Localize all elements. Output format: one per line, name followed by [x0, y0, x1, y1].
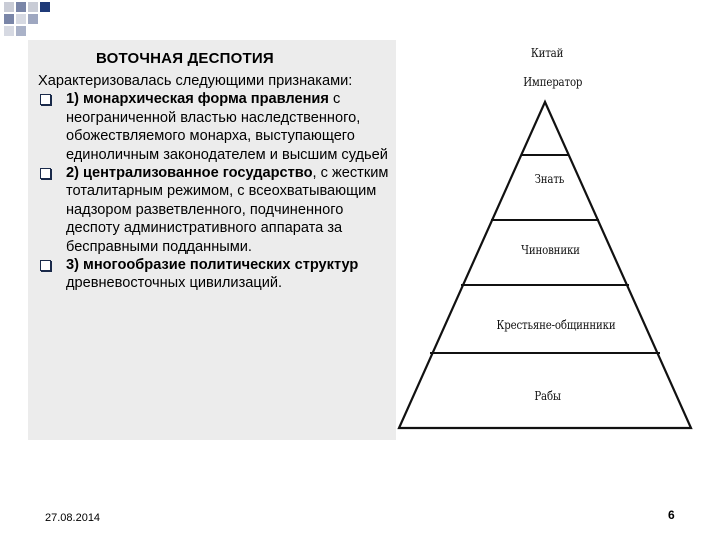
social-pyramid: [395, 40, 695, 435]
list-item: [38, 256, 390, 293]
item-bold: 1) монархическая форма правления: [66, 91, 329, 108]
list-item: [38, 90, 390, 164]
item-text: с неограниченной властью наследственного, обожествляемого монарха, выступающего единоличным законодателем и высшим судьей: [66, 91, 388, 163]
pyramid-tier-label: Знать: [534, 172, 565, 186]
decorative-squares: [0, 0, 80, 40]
square-bullet-icon: [40, 260, 51, 271]
square-bullet-icon: [40, 168, 51, 179]
page-number: 6: [668, 508, 675, 522]
item-text: древневосточных цивилизаций.: [66, 275, 283, 292]
pyramid-top-label-country: Китай: [530, 46, 564, 60]
pyramid-top-label-emperor: Император: [523, 75, 583, 89]
pyramid-tier-label: Рабы: [534, 389, 561, 403]
item-bold: 2) централизованное государство: [66, 165, 313, 182]
square-bullet-icon: [40, 94, 51, 105]
list-item: [38, 164, 390, 256]
item-text: , с жестким тоталитарным режимом, с всеохватывающим надзором разветвленного, подчиненного деспоту административного аппарата за бесправными подданными.: [66, 165, 389, 255]
pyramid-tier-label: Крестьяне-общинники: [496, 318, 616, 332]
pyramid-outline: [399, 102, 691, 428]
slide-body: [38, 72, 390, 293]
slide-heading: ВОТОЧНАЯ ДЕСПОТИЯ: [96, 50, 274, 67]
item-bold: 3) многообразие политических структур: [66, 257, 359, 274]
footer-date: 27.08.2014: [45, 512, 101, 524]
intro-text: Характеризовалась следующими признаками:: [38, 73, 353, 89]
pyramid-tier-label: Чиновники: [521, 243, 580, 257]
